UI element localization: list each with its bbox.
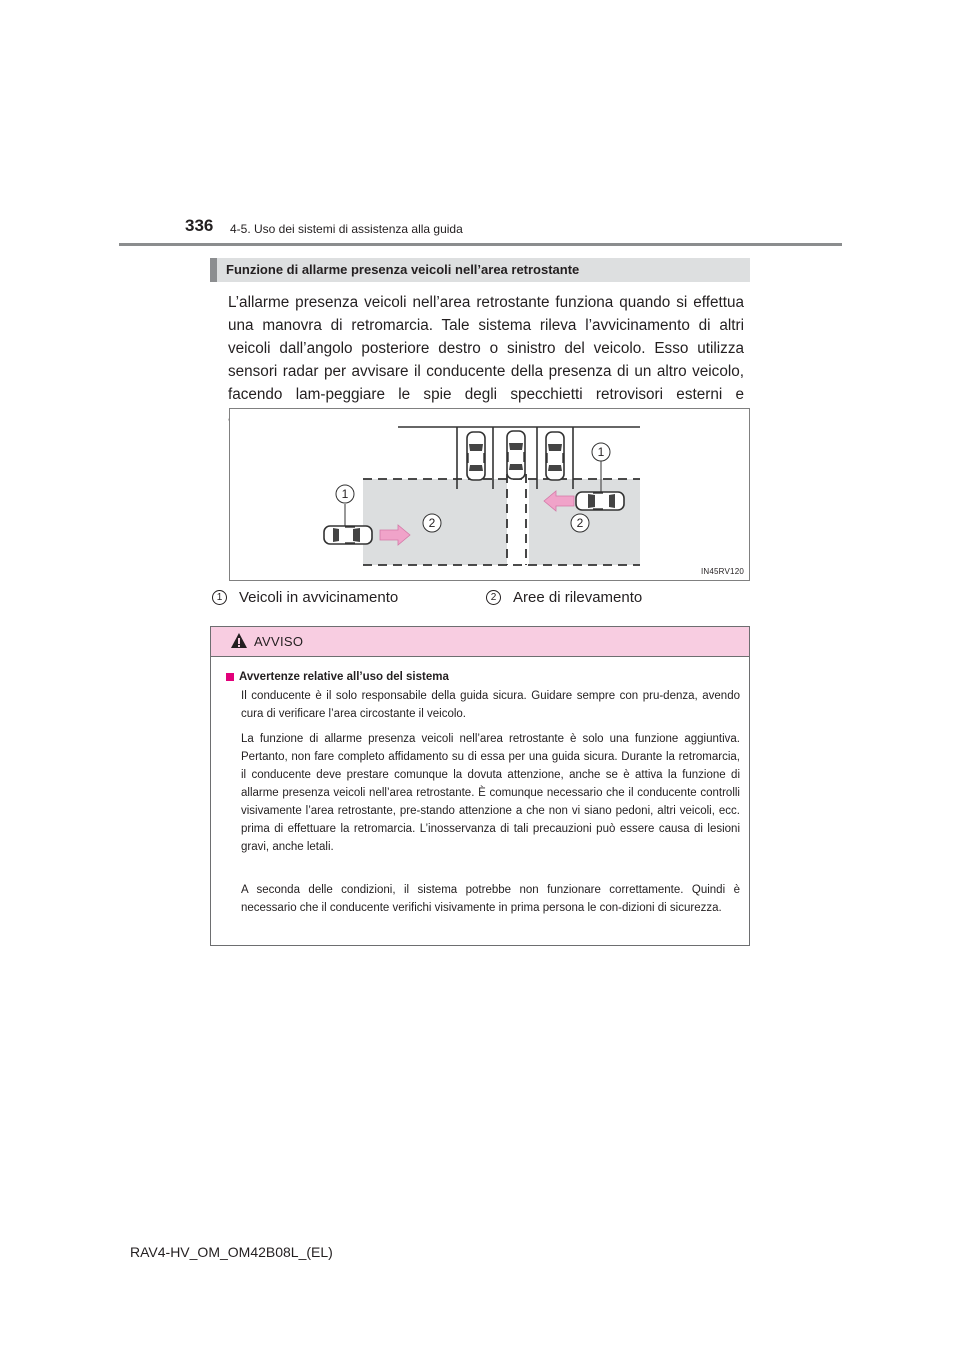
- svg-text:1: 1: [341, 487, 349, 501]
- own-vehicle: [507, 431, 525, 479]
- section-heading-text: Funzione di allarme presenza veicoli nell’area retrostante: [226, 262, 580, 277]
- section-title: 4-5. Uso dei sistemi di assistenza alla guida: [230, 222, 463, 236]
- manual-code: RAV4-HV_OM_OM42B08L_(EL): [130, 1244, 333, 1260]
- warning-paragraph: A seconda delle condizioni, il sistema potrebbe non funzionare correttamente. Quindi è necessario che il conducente verifichi visivamente in prima persona le con-dizioni di sicurezza.: [241, 884, 740, 914]
- legend-number: 1: [212, 590, 227, 605]
- parking-diagram: [229, 408, 750, 581]
- warning-paragraph: Il conducente è il solo responsabile della guida sicura. Guidare sempre con pru-denza, avendo cura di verificare l’area circostante il veicolo.: [241, 690, 740, 720]
- callout-1-left: [336, 485, 354, 503]
- approaching-car-right: [576, 492, 624, 510]
- legend-number: 2: [486, 590, 501, 605]
- approaching-car-left: [324, 526, 372, 544]
- svg-text:2: 2: [576, 516, 584, 530]
- intro-paragraph: L’allarme presenza veicoli nell’area retrostante funziona quando si effettua una manovra di retromarcia. Tale sistema rileva l’avvicinamento di altri veicoli dall’angolo posteriore destro o sinistro del veicolo. Esso utilizza sensori radar per avvisare il conducente della presenza di un altro veicolo, facendo lam-peggiare le spie degli specchietti retrovisori esterni e: [228, 294, 744, 403]
- callout-1-right: [592, 443, 610, 461]
- warning-subtitle: [226, 671, 449, 683]
- parked-car: [546, 432, 564, 480]
- square-bullet-icon: [226, 673, 234, 681]
- legend-label: Veicoli in avvicinamento: [239, 589, 399, 606]
- figure-code: IN45RV120: [700, 567, 744, 576]
- callout-2-left: [423, 514, 441, 532]
- header-rule: [119, 243, 842, 246]
- warning-subtitle-text: Avvertenze relative all’uso del sistema: [239, 671, 449, 683]
- warning-box: [210, 626, 750, 946]
- page-number: 336: [185, 216, 214, 235]
- warning-paragraph: La funzione di allarme presenza veicoli nell’area retrostante è solo una funzione aggiuntiva. Pertanto, non fare completo affidamento su di essa per una guida sicura. Durante la retromarcia, il conducente deve prestare comunque la dovuta attenzione, anche se è attiva la funzione di allarme presenza veicoli nell’area retrostante. È comunque necessario che il conducente controlli visivamente l’area retrostante, pre-stando attenzione a che non vi siano pedoni, altri veicoli, ecc. prima di effettuare la retromarcia. L’inosservanza di tali precauzioni può essere causa di lesioni gravi, anche letali.: [241, 733, 740, 853]
- svg-text:1: 1: [597, 445, 605, 459]
- warning-header: [211, 627, 749, 657]
- callout-2-right: [571, 514, 589, 532]
- legend-item-2: [486, 589, 642, 606]
- section-heading: [210, 258, 750, 282]
- parking-diagram-svg: [230, 409, 751, 582]
- warning-triangle-icon: [230, 632, 248, 649]
- legend-item-1: [212, 589, 398, 606]
- warning-label: AVVISO: [254, 634, 304, 649]
- legend-label: Aree di rilevamento: [513, 589, 643, 606]
- svg-text:2: 2: [428, 516, 436, 530]
- parked-car: [467, 432, 485, 480]
